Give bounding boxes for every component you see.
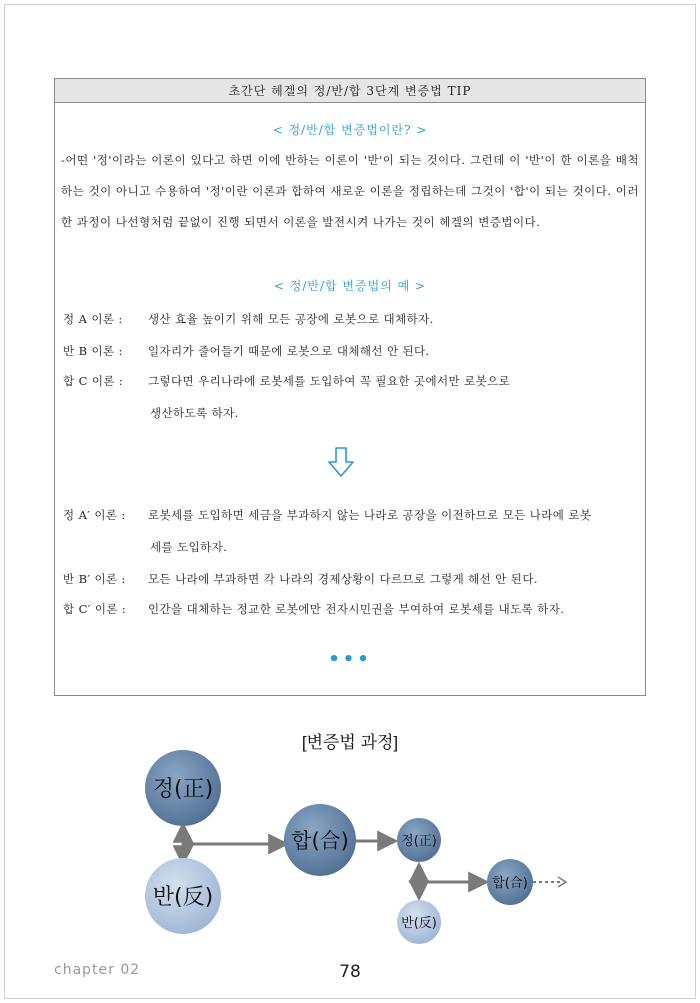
section-title-definition: < 정/반/합 변증법이란? > xyxy=(272,123,428,137)
example-text: 일자리가 줄어들기 때문에 로봇으로 대체해선 안 된다. xyxy=(148,344,430,358)
example-text: 로봇세를 도입하면 세금을 부과하지 않는 나라로 공장을 이전하므로 모든 나라에 로봇 xyxy=(148,508,592,522)
definition-paragraph: -어떤 '정'이라는 이론이 있다고 하면 이에 반하는 이론이 '반'이 되는 것이다. 그런데 이 '반'이 한 이론을 배척하는 것이 아니고 수용하여 '정'이란 이론과 합하여 새로운 이론을 정립하는데 그것이 '합'이 되는 것이다. 이러한 과정이 나선형처럼 끝없이 진행 되면서 이론을 발전시켜 나가는 것이 헤겔의 변증법이다. xyxy=(61,153,639,229)
example-row xyxy=(63,601,638,617)
tip-title: 초간단 헤겔의 정/반/합 3단계 변증법 TIP xyxy=(55,79,645,103)
diagram-title: [변증법 과정] xyxy=(301,733,399,752)
example-row xyxy=(63,373,638,389)
example-text-continued: 생산하도록 하자. xyxy=(150,406,239,420)
example-text: 생산 효율 높이기 위해 모든 공장에 로봇으로 대체하자. xyxy=(148,312,434,326)
down-arrow-icon xyxy=(328,447,354,477)
example-text: 인간을 대체하는 정교한 로봇에만 전자시민권을 부여하여 로봇세를 내도록 하자. xyxy=(148,602,565,616)
antithesis-label-small: 반(反) xyxy=(401,916,437,931)
antithesis-label: 반(反) xyxy=(152,885,214,910)
example-text-continued: 세를 도입하자. xyxy=(150,540,228,554)
example-text: 모든 나라에 부과하면 각 나라의 경제상황이 다르므로 그렇게 해선 안 된다. xyxy=(148,572,538,586)
thesis-node-small xyxy=(397,818,441,862)
example-row xyxy=(63,571,638,587)
section-title-example: < 정/반/합 변증법의 예 > xyxy=(273,279,427,293)
antithesis-node xyxy=(145,858,221,934)
thesis-label: 정(正) xyxy=(152,777,214,802)
synthesis-label: 합(合) xyxy=(291,829,349,853)
dialectic-diagram xyxy=(0,740,700,960)
example-label: 정 A 이론 : xyxy=(63,312,123,326)
synthesis-node-small xyxy=(487,859,533,905)
example-row xyxy=(63,311,638,327)
example-label: 합 C 이론 : xyxy=(63,374,124,388)
tip-box xyxy=(54,78,646,696)
example-label: 정 A′ 이론 : xyxy=(63,508,126,522)
example-label: 반 B 이론 : xyxy=(63,344,123,358)
synthesis-node xyxy=(284,804,356,876)
example-text: 그렇다면 우리나라에 로봇세를 도입하여 꼭 필요한 곳에서만 로봇으로 xyxy=(148,374,511,388)
antithesis-node-small xyxy=(397,900,441,944)
example-label: 반 B′ 이론 : xyxy=(63,572,126,586)
chapter-label: chapter 02 xyxy=(54,962,141,978)
ellipsis: ••• xyxy=(328,649,372,670)
example-row xyxy=(63,343,638,359)
thesis-node xyxy=(145,750,221,826)
thesis-label-small: 정(正) xyxy=(401,834,437,849)
page-number: 78 xyxy=(339,962,361,982)
example-row xyxy=(63,507,638,523)
example-label: 합 C′ 이론 : xyxy=(63,602,127,616)
synthesis-label-small: 합(合) xyxy=(492,876,528,891)
